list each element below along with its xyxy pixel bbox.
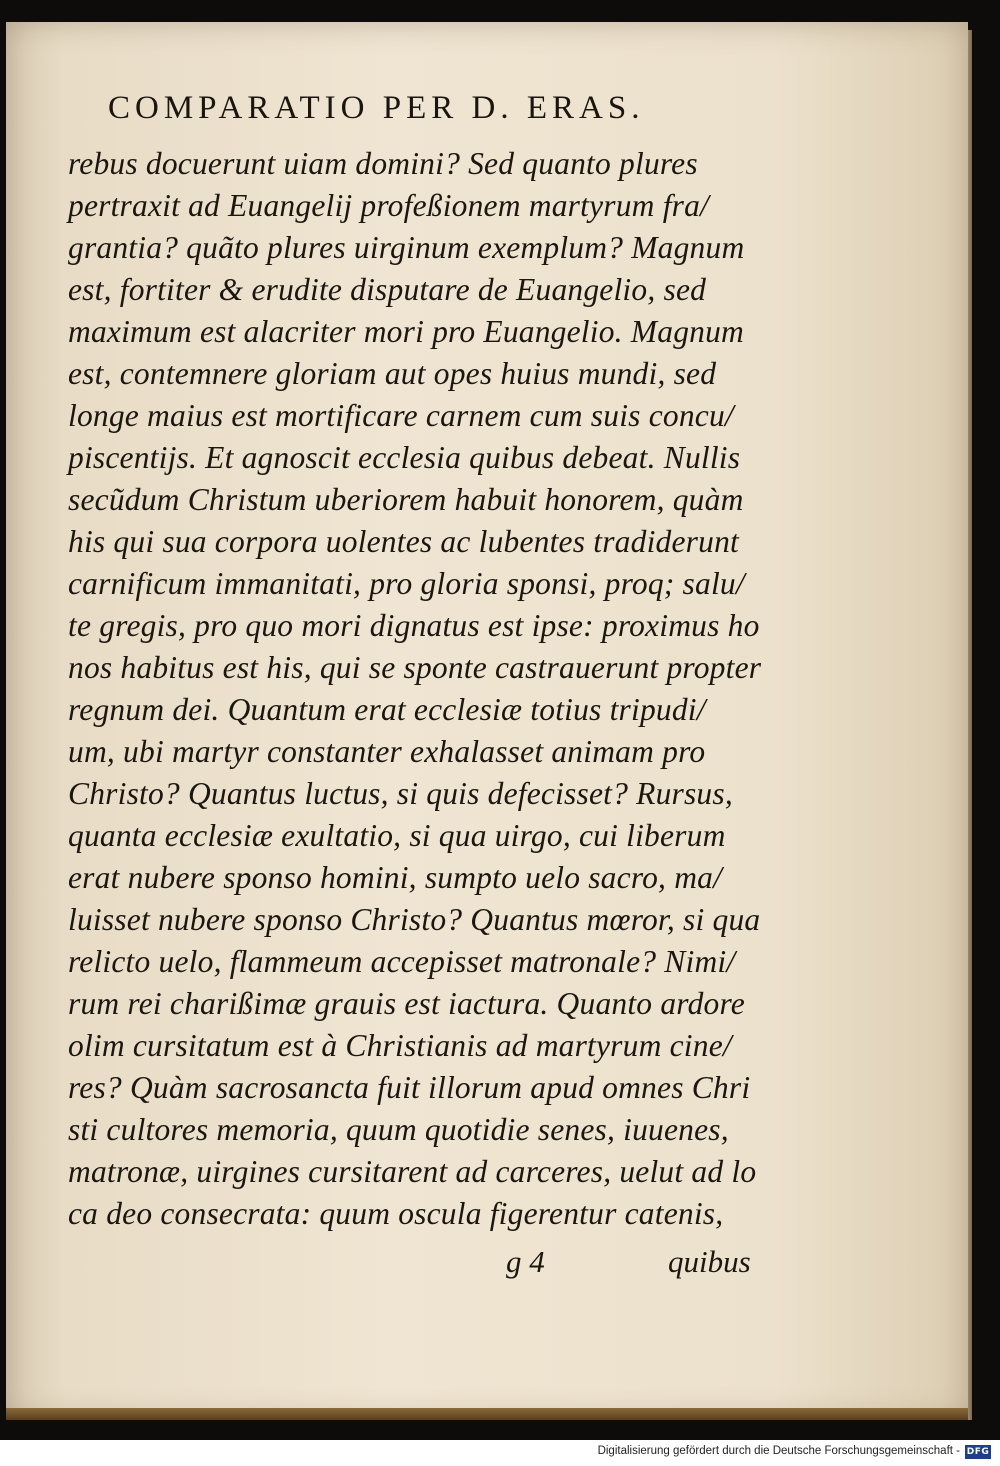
text-line: longe maius est mortificare carnem cum suis concu/ bbox=[68, 398, 734, 433]
text-line: matronæ, uirgines cursitarent ad carceres, uelut ad lo bbox=[68, 1154, 757, 1189]
catchword: quibus bbox=[668, 1244, 751, 1279]
text-line: erat nubere sponso homini, sumpto uelo sacro, ma/ bbox=[68, 860, 723, 895]
text-line: carnificum immanitati, pro gloria sponsi, proq; salu/ bbox=[68, 566, 745, 601]
text-line: secũdum Christum uberiorem habuit honorem, quàm bbox=[68, 482, 744, 517]
text-line: est, contemnere gloriam aut opes huius mundi, sed bbox=[68, 356, 717, 391]
body-text bbox=[68, 143, 768, 1235]
credit-text: Digitalisierung gefördert durch die Deutsche Forschungsgemeinschaft - bbox=[597, 1445, 960, 1457]
text-line: relicto uelo, flammeum accepisset matronale? Nimi/ bbox=[68, 944, 736, 979]
text-line: nos habitus est his, qui se sponte castrauerunt propter bbox=[68, 650, 762, 685]
text-line: regnum dei. Quantum erat ecclesiæ totius tripudi/ bbox=[68, 692, 706, 727]
text-line: rebus docuerunt uiam domini? Sed quanto plures bbox=[68, 146, 698, 181]
text-line: quanta ecclesiæ exultatio, si qua uirgo, cui liberum bbox=[68, 818, 726, 853]
text-line: grantia? quãto plures uirginum exemplum? Magnum bbox=[68, 230, 745, 265]
text-line: piscentijs. Et agnoscit ecclesia quibus debeat. Nullis bbox=[68, 440, 741, 475]
text-line: his qui sua corpora uolentes ac lubentes tradiderunt bbox=[68, 524, 739, 559]
text-line: maximum est alacriter mori pro Euangelio. Magnum bbox=[68, 314, 744, 349]
running-head: COMPARATIO PER D. ERAS. bbox=[108, 90, 645, 126]
dfg-logo: DFG bbox=[966, 1447, 990, 1457]
credit-bar bbox=[0, 1440, 1000, 1466]
text-line: olim cursitatum est à Christianis ad martyrum cine/ bbox=[68, 1028, 732, 1063]
text-line: luisset nubere sponso Christo? Quantus mœror, si qua bbox=[68, 902, 761, 937]
text-line: rum rei charißimæ grauis est iactura. Quanto ardore bbox=[68, 986, 745, 1021]
text-line: pertraxit ad Euangelij profeßionem martyrum fra/ bbox=[68, 188, 709, 223]
text-line: res? Quàm sacrosancta fuit illorum apud omnes Chri bbox=[68, 1070, 751, 1105]
text-line: ca deo consecrata: quum oscula figerentur catenis, bbox=[68, 1196, 724, 1231]
signature-mark: g 4 bbox=[506, 1244, 545, 1279]
text-line: um, ubi martyr constanter exhalasset animam pro bbox=[68, 734, 706, 769]
text-line: te gregis, pro quo mori dignatus est ipse: proximus ho bbox=[68, 608, 760, 643]
page-footer bbox=[500, 1244, 760, 1288]
page-bottom-edge bbox=[6, 1408, 968, 1420]
text-line: sti cultores memoria, quum quotidie senes, iuuenes, bbox=[68, 1112, 729, 1147]
text-line: est, fortiter & erudite disputare de Euangelio, sed bbox=[68, 272, 707, 307]
text-line: Christo? Quantus luctus, si quis defecisset? Rursus, bbox=[68, 776, 733, 811]
